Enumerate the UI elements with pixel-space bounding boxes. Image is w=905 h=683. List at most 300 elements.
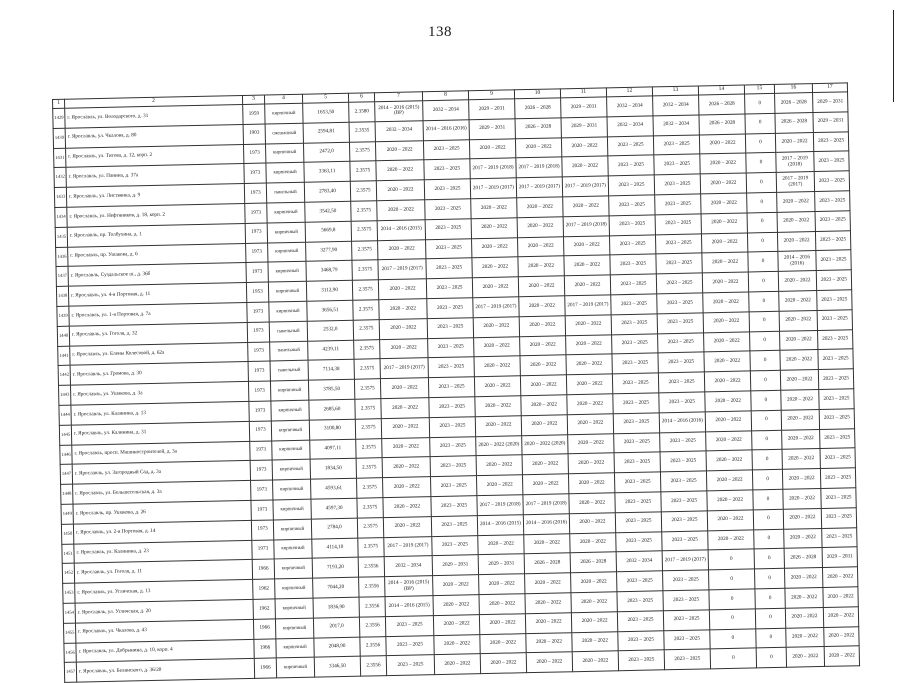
table-cell: 0 bbox=[708, 549, 754, 570]
table-cell: кирпичный bbox=[268, 281, 306, 302]
table-cell: 2020 – 2022 bbox=[703, 292, 749, 313]
table-cell: панельный bbox=[270, 361, 308, 382]
table-cell: 2020 – 2022 bbox=[519, 296, 565, 317]
margin-rule bbox=[893, 10, 894, 102]
table-cell: 2023 – 2025 bbox=[612, 353, 658, 374]
table-cell: 2023 – 2025 bbox=[609, 215, 655, 236]
table-cell: кирпичный bbox=[271, 400, 309, 421]
table-cell: 0 bbox=[754, 529, 784, 549]
table-cell: 2.3575 bbox=[357, 478, 383, 498]
table-cell: 1437 bbox=[56, 267, 68, 287]
table-cell: 3346,50 bbox=[314, 656, 360, 677]
capital-repair-schedule-table bbox=[52, 82, 860, 683]
table-cell: 2023 – 2025 bbox=[653, 135, 699, 156]
table-cell: 2026 – 2028 bbox=[570, 552, 616, 573]
table-cell: 1973 bbox=[245, 223, 267, 243]
table-cell: 2020 – 2022 bbox=[707, 490, 753, 511]
table-cell: кирпичный bbox=[270, 380, 308, 401]
table-cell: 2020 – 2022 bbox=[474, 336, 520, 357]
table-cell: 2020 – 2022 bbox=[469, 138, 515, 159]
table-cell: 2023 – 2025 bbox=[386, 655, 434, 676]
table-cell: 2023 – 2025 bbox=[385, 615, 433, 636]
table-cell: 4593,61 bbox=[311, 478, 357, 499]
table-cell: кирпичный bbox=[268, 242, 306, 263]
table-cell: 2020 – 2022 bbox=[823, 606, 858, 627]
table-cell: 1959 bbox=[243, 104, 265, 124]
table-cell: 2023 – 2025 bbox=[426, 258, 472, 279]
column-header: 7 bbox=[374, 92, 422, 102]
table-cell: 0 bbox=[746, 173, 776, 193]
table-cell: 2020 – 2022 bbox=[571, 592, 617, 613]
table-cell: 2017 – 2019 (2017) bbox=[380, 358, 428, 379]
table-cell: 2023 – 2025 bbox=[655, 234, 701, 255]
table-cell: 2020 – 2022 bbox=[568, 473, 614, 494]
table-cell: 2023 – 2025 bbox=[815, 191, 850, 212]
table-cell: 2023 – 2025 bbox=[609, 195, 655, 216]
table-cell: 0 bbox=[709, 589, 755, 610]
table-cell: 2023 – 2025 bbox=[610, 274, 656, 295]
table-cell: 2020 – 2022 bbox=[563, 235, 609, 256]
table-cell: 2.3575 bbox=[356, 458, 382, 478]
table-cell: 2020 – 2022 bbox=[705, 411, 751, 432]
table-cell: 0 bbox=[750, 370, 780, 390]
table-cell: 1447 bbox=[60, 465, 72, 485]
table-cell: 2023 – 2025 bbox=[663, 570, 709, 591]
table-cell: 2020 – 2022 bbox=[564, 275, 610, 296]
table-cell: 2023 – 2025 bbox=[662, 530, 708, 551]
table-cell: г. Ярославль, пр. Ушакова, д. 26 bbox=[73, 500, 251, 524]
table-cell: 2020 – 2022 bbox=[478, 534, 524, 555]
table-cell: 2020 – 2022 bbox=[517, 197, 563, 218]
table-cell: 2020 – 2022 bbox=[515, 137, 561, 158]
table-cell: 2020 – 2022 bbox=[780, 330, 818, 351]
table-cell: 2023 – 2025 bbox=[613, 393, 659, 414]
table-cell: 2020 – 2022 bbox=[702, 272, 748, 293]
table-cell: кирпичный bbox=[273, 499, 311, 520]
table-cell: 1443 bbox=[59, 385, 71, 405]
table-cell: 0 bbox=[709, 609, 755, 630]
table-cell: панельный bbox=[270, 341, 308, 362]
table-cell: 2032 – 2034 bbox=[607, 96, 653, 117]
table-cell: 2023 – 2025 bbox=[818, 329, 853, 350]
table-cell: 2023 – 2025 bbox=[611, 294, 657, 315]
column-header: 2 bbox=[65, 96, 243, 109]
table-cell: 2023 – 2025 bbox=[610, 254, 656, 275]
table-cell: 2029 – 2031 bbox=[469, 99, 515, 120]
table-cell: 1973 bbox=[247, 322, 269, 342]
table-cell: кирпичный bbox=[274, 558, 312, 579]
table-cell: 1973 bbox=[244, 183, 266, 203]
table-cell: 2020 – 2022 bbox=[434, 654, 480, 675]
table-cell: 2020 – 2022 bbox=[475, 415, 521, 436]
table-cell: 2.3575 bbox=[350, 161, 376, 181]
table-cell: 2023 – 2025 bbox=[817, 290, 852, 311]
table-cell: 2048,90 bbox=[314, 637, 360, 658]
table-cell: 2020 – 2022 bbox=[567, 414, 613, 435]
table-cell: 2029 – 2031 bbox=[432, 555, 478, 576]
table-cell: 2023 – 2025 bbox=[820, 428, 855, 449]
table-cell: 2020 – 2022 bbox=[520, 375, 566, 396]
table-cell: 0 bbox=[755, 608, 785, 628]
table-cell: 2020 – 2022 bbox=[780, 350, 818, 371]
table-cell: 1962 bbox=[253, 579, 275, 599]
table-cell: 0 bbox=[752, 450, 782, 470]
table-cell: 2032 – 2034 bbox=[653, 95, 699, 116]
table-cell: 2032 – 2034 bbox=[423, 100, 469, 121]
table-cell: 2029 – 2031 bbox=[813, 92, 848, 113]
table-cell: 0 bbox=[753, 489, 783, 509]
table-cell: 2023 – 2025 bbox=[664, 649, 710, 670]
table-cell: 2023 – 2025 bbox=[663, 590, 709, 611]
table-cell: 2020 – 2022 bbox=[571, 611, 617, 632]
table-cell: 2023 – 2025 bbox=[816, 250, 851, 271]
column-header: 12 bbox=[606, 87, 652, 97]
column-header: 3 bbox=[242, 95, 264, 104]
table-cell: 2020 – 2022 bbox=[564, 255, 610, 276]
table-cell: 2023 – 2025 bbox=[818, 369, 853, 390]
table-cell: 2023 – 2025 bbox=[615, 512, 661, 533]
table-cell: 2020 – 2022 bbox=[701, 193, 747, 214]
table-cell: 2023 – 2025 bbox=[819, 409, 854, 430]
table-cell: г. Ярославль, ул. 1-я Портовая, д. 7а bbox=[69, 302, 247, 326]
table-cell: 0 bbox=[756, 648, 786, 668]
table-cell: 0 bbox=[748, 271, 778, 291]
table-cell: 0 bbox=[745, 113, 775, 133]
table-cell: 2020 – 2022 bbox=[566, 334, 612, 355]
table-cell: 2020 – 2022 bbox=[777, 211, 815, 232]
table-cell: 2020 – 2022 bbox=[568, 453, 614, 474]
table-cell: 2017 – 2019 (2018) bbox=[563, 216, 609, 237]
table-cell: г. Ярославль, ул. Елены Колесовой, д. 62а bbox=[70, 342, 248, 366]
table-cell: 2020 – 2022 bbox=[561, 136, 607, 157]
table-cell: 2020 – 2022 bbox=[701, 233, 747, 254]
table-cell: 2020 – 2022 bbox=[479, 594, 525, 615]
table-cell: 0 bbox=[755, 588, 785, 608]
table-cell: 1442 bbox=[58, 366, 70, 386]
table-cell: 2017 – 2019 (2018) bbox=[776, 152, 814, 173]
table-cell: 4597,30 bbox=[311, 498, 357, 519]
table-cell: кирпичный bbox=[275, 578, 313, 599]
table-cell: 1973 bbox=[246, 243, 268, 263]
table-cell: г. Ярославль, ул. Володарского, д. 31 bbox=[65, 105, 243, 129]
table-cell: 0 bbox=[752, 469, 782, 489]
table-cell: 2020 – 2022 bbox=[475, 396, 521, 417]
table-cell: 1953 bbox=[246, 282, 268, 302]
table-cell: 2023 – 2025 bbox=[655, 214, 701, 235]
table-cell: 2023 – 2025 bbox=[425, 219, 471, 240]
table-cell: 2020 – 2022 bbox=[778, 271, 816, 292]
table-cell: 2020 – 2022 bbox=[701, 213, 747, 234]
table-cell: 2023 – 2025 bbox=[608, 175, 654, 196]
table-cell: 2.3575 bbox=[354, 379, 380, 399]
table-cell: 2014 – 2016 (2015) bbox=[385, 596, 433, 617]
table-cell: 2023 – 2025 bbox=[658, 372, 704, 393]
table-cell: 2020 – 2022 bbox=[775, 132, 813, 153]
table-cell: 2.3556 bbox=[358, 557, 384, 577]
table-cell: кирпичный bbox=[275, 618, 313, 639]
table-cell: г. Ярославль, ул. Загородный Сад, д. 3а bbox=[72, 461, 250, 485]
table-cell: 2020 – 2022 bbox=[521, 415, 567, 436]
table-cell: 2023 – 2025 bbox=[614, 452, 660, 473]
table-cell: кирпичный bbox=[265, 143, 303, 164]
table-cell: 2020 – 2022 bbox=[699, 134, 745, 155]
table-cell: 1440 bbox=[57, 326, 69, 346]
table-cell: 2020 – 2022 bbox=[379, 299, 427, 320]
table-cell: г. Ярославль, ул. Нефтяников, д. 18, корп. 2 bbox=[67, 203, 245, 227]
table-cell: г. Ярославль, ул. Листвянка, д. 9 bbox=[66, 184, 244, 208]
table-cell: 1966 bbox=[254, 638, 276, 658]
table-cell: 2020 – 2022 bbox=[569, 513, 615, 534]
table-cell: 1962 bbox=[253, 599, 275, 619]
column-header: 11 bbox=[560, 88, 606, 98]
table-cell: 2020 – 2022 bbox=[568, 433, 614, 454]
table-cell: 2029 – 2031 bbox=[561, 97, 607, 118]
table-cell: 2023 – 2025 bbox=[425, 199, 471, 220]
table-cell: 2020 – 2022 bbox=[479, 574, 525, 595]
table-cell: г. Ярославль, ул. Угличская, д. 20 bbox=[75, 599, 253, 623]
table-cell: 2020 – 2022 bbox=[471, 218, 517, 239]
table-cell: 1450 bbox=[61, 524, 73, 544]
table-cell: 2020 – 2022 bbox=[570, 532, 616, 553]
table-cell: кирпичный bbox=[269, 301, 307, 322]
table-cell: 2020 – 2022 bbox=[382, 437, 430, 458]
table-cell: 7044,20 bbox=[313, 577, 359, 598]
table-cell: 2020 – 2022 bbox=[783, 508, 821, 529]
table-cell: 2020 – 2022 bbox=[379, 318, 427, 339]
table-cell: 2020 – 2022 bbox=[784, 528, 822, 549]
table-cell: 2017 – 2019 (2018) bbox=[470, 158, 516, 179]
table-cell: 2029 – 2031 bbox=[469, 119, 515, 140]
table-cell: 1653,50 bbox=[303, 102, 349, 123]
table-cell: г. Ярославль, ул. Гоголя, д. 11 bbox=[74, 560, 252, 584]
table-cell: 2020 – 2022 bbox=[433, 595, 479, 616]
table-cell: 1973 bbox=[243, 144, 265, 164]
table-cell: 2020 – 2022 bbox=[474, 376, 520, 397]
table-cell: 1973 bbox=[252, 539, 274, 559]
table-cell: 1457 bbox=[64, 662, 76, 682]
column-header: 13 bbox=[652, 86, 698, 96]
table-cell: 3112,90 bbox=[306, 280, 352, 301]
table-cell: 2017 – 2019 (2018) bbox=[523, 494, 569, 515]
table-cell: 2014 – 2016 (2016) bbox=[523, 513, 569, 534]
table-cell: 2023 – 2025 bbox=[658, 352, 704, 373]
table-cell: 1973 bbox=[244, 163, 266, 183]
table-cell: 3277,90 bbox=[306, 241, 352, 262]
data-sheet bbox=[52, 82, 858, 675]
table-cell: г. Ярославль, ул. Угличская, д. 13 bbox=[75, 580, 253, 604]
table-cell: 2023 – 2025 bbox=[660, 451, 706, 472]
table-cell: 1973 bbox=[251, 480, 273, 500]
table-cell: 2023 – 2025 bbox=[655, 194, 701, 215]
table-cell: 2032 – 2034 bbox=[375, 121, 423, 142]
table-cell: 2032 – 2034 bbox=[616, 551, 662, 572]
table-cell: 2026 – 2028 bbox=[699, 94, 745, 115]
table-cell: 7114,38 bbox=[308, 360, 354, 381]
table-cell: 2023 – 2025 bbox=[661, 511, 707, 532]
table-cell: г. Ярославль, ул. Панина, д. 37а bbox=[66, 164, 244, 188]
table-cell: 2023 – 2025 bbox=[427, 298, 473, 319]
table-cell: 1973 bbox=[247, 302, 269, 322]
table-cell: 0 bbox=[747, 232, 777, 252]
table-cell: 2020 – 2022 bbox=[472, 237, 518, 258]
table-cell: 0 bbox=[753, 509, 783, 529]
table-cell: 1836,90 bbox=[313, 597, 359, 618]
table-cell: 1431 bbox=[54, 148, 66, 168]
table-cell: 2020 – 2022 bbox=[704, 332, 750, 353]
table-cell: 2020 – 2022 bbox=[786, 627, 824, 648]
table-cell: 2020 – 2022 bbox=[381, 398, 429, 419]
table-cell: 1973 bbox=[251, 500, 273, 520]
table-cell: 2023 – 2025 bbox=[427, 317, 473, 338]
table-cell: 2020 – 2022 (2020) bbox=[522, 434, 568, 455]
table-cell: 2020 – 2022 bbox=[706, 430, 752, 451]
table-cell: 2032 – 2034 bbox=[653, 115, 699, 136]
table-cell: 4097,11 bbox=[310, 439, 356, 460]
table-cell: 2020 – 2022 bbox=[700, 153, 746, 174]
table-cell: 0 bbox=[710, 648, 756, 669]
table-cell: 2020 – 2022 bbox=[786, 647, 824, 668]
table-cell: 2020 – 2022 bbox=[572, 651, 618, 672]
table-cell: 0 bbox=[748, 252, 778, 272]
table-cell: кирпичный bbox=[273, 479, 311, 500]
table-cell: 2020 – 2022 bbox=[569, 493, 615, 514]
table-cell: 2020 – 2022 bbox=[704, 371, 750, 392]
table-cell: 2.3556 bbox=[359, 577, 385, 597]
table-cell: 1454 bbox=[63, 603, 75, 623]
table-cell: 2023 – 2025 bbox=[816, 270, 851, 291]
table-cell: 2.3575 bbox=[351, 220, 377, 240]
table-cell: 2020 – 2022 bbox=[822, 567, 857, 588]
table-cell: 2020 – 2022 bbox=[565, 315, 611, 336]
table-cell: 2023 – 2025 bbox=[660, 431, 706, 452]
table-cell: панельный bbox=[269, 321, 307, 342]
table-cell: 2023 – 2025 bbox=[820, 448, 855, 469]
table-cell: 0 bbox=[756, 628, 786, 648]
table-cell: г. Ярославль, ул. Громова, д. 30 bbox=[70, 362, 248, 386]
table-cell: 1966 bbox=[254, 658, 276, 678]
table-cell: 2020 – 2022 bbox=[376, 180, 424, 201]
table-cell: 2.3556 bbox=[360, 656, 386, 676]
table-cell: 2023 – 2025 bbox=[608, 155, 654, 176]
table-cell: 2026 – 2028 bbox=[775, 112, 813, 133]
table-cell: 2.3575 bbox=[354, 339, 380, 359]
table-cell: 0 bbox=[751, 410, 781, 430]
table-cell: 3363,11 bbox=[304, 162, 350, 183]
table-cell: 2685,60 bbox=[309, 399, 355, 420]
table-cell: 2017 – 2019 (2017) bbox=[516, 177, 562, 198]
table-cell: 2023 – 2025 bbox=[820, 468, 855, 489]
table-cell: г. Ярославль, ул. 2-я Портовая, д. 14 bbox=[73, 520, 251, 544]
table-cell: 1966 bbox=[253, 619, 275, 639]
table-cell: кирпичный bbox=[268, 262, 306, 283]
table-cell: г. Ярославль, ул. Чкалова, д. 43 bbox=[75, 619, 253, 643]
table-cell: 2023 – 2025 bbox=[656, 253, 702, 274]
page-number: 138 bbox=[428, 24, 452, 40]
table-cell: кирпичный bbox=[272, 440, 310, 461]
table-cell: 2020 – 2022 bbox=[824, 646, 859, 667]
table-cell: 2.3575 bbox=[357, 517, 383, 537]
table-cell: 1451 bbox=[62, 544, 74, 564]
table-cell: 1455 bbox=[63, 623, 75, 643]
table-cell: 2023 – 2025 bbox=[617, 571, 663, 592]
table-cell: 2020 – 2022 bbox=[784, 568, 822, 589]
table-cell: 2023 – 2025 bbox=[660, 471, 706, 492]
column-header: 16 bbox=[774, 84, 812, 94]
table-cell: 2020 – 2022 bbox=[525, 573, 571, 594]
table-cell: 2020 – 2022 bbox=[520, 335, 566, 356]
table-cell: 2020 – 2022 bbox=[378, 239, 426, 260]
table-cell: 2026 – 2028 bbox=[515, 118, 561, 139]
table-cell: 2023 – 2025 bbox=[814, 151, 849, 172]
table-cell: г. Ярославль, ул. Белинского, д. 36/20 bbox=[76, 659, 254, 683]
table-cell: 2020 – 2022 bbox=[376, 160, 424, 181]
table-cell: 2014 – 2016 (2015) (ВР) bbox=[375, 101, 423, 122]
table-cell: 2020 – 2022 bbox=[566, 374, 612, 395]
table-cell: 2023 – 2025 bbox=[663, 610, 709, 631]
table-cell: 2020 – 2022 bbox=[474, 356, 520, 377]
table-cell: 2020 – 2022 bbox=[434, 634, 480, 655]
table-cell: 1973 bbox=[250, 441, 272, 461]
table-cell: г. Ярославль, ул. Чкалова, д. 80 bbox=[65, 124, 243, 148]
table-cell: 2014 – 2016 (2016) bbox=[659, 412, 705, 433]
column-header: 14 bbox=[698, 85, 744, 95]
column-header: 9 bbox=[468, 90, 514, 100]
table-cell: 2020 – 2022 bbox=[702, 252, 748, 273]
table-cell: 2020 – 2022 bbox=[779, 290, 817, 311]
table-cell: 2020 – 2022 bbox=[521, 395, 567, 416]
table-cell: 2023 – 2025 bbox=[611, 314, 657, 335]
table-cell: 1441 bbox=[58, 346, 70, 366]
table-cell: кирпичный bbox=[267, 222, 305, 243]
table-cell: 2020 – 2022 bbox=[706, 470, 752, 491]
table-cell: 2020 – 2022 bbox=[563, 196, 609, 217]
table-cell: 2.3535 bbox=[349, 122, 375, 142]
table-cell: 2023 – 2025 bbox=[654, 154, 700, 175]
table-cell: г. Ярославль, ул. Калинина, д. 31 bbox=[71, 421, 249, 445]
column-header: 15 bbox=[744, 84, 774, 94]
table-cell: 1433 bbox=[54, 187, 66, 207]
table-cell: 2.3575 bbox=[355, 399, 381, 419]
table-cell: 2017 – 2019 (2017) bbox=[565, 295, 611, 316]
table-cell: 1434 bbox=[55, 207, 67, 227]
table-cell: 2026 – 2028 bbox=[515, 98, 561, 119]
table-cell: 2023 – 2025 bbox=[657, 313, 703, 334]
table-cell: 2023 – 2025 bbox=[609, 234, 655, 255]
table-cell: 2020 – 2022 bbox=[519, 316, 565, 337]
table-cell: 2017 – 2019 (2017) bbox=[562, 176, 608, 197]
table-cell: 2023 – 2025 bbox=[661, 491, 707, 512]
table-cell: 1436 bbox=[56, 247, 68, 267]
table-cell: 0 bbox=[749, 291, 779, 311]
table-cell: 2020 – 2022 bbox=[707, 510, 753, 531]
table-cell: 2023 – 2025 bbox=[618, 650, 664, 671]
table-cell: 2014 – 2016 (2016) bbox=[778, 251, 816, 272]
table-cell: 2.3575 bbox=[358, 537, 384, 557]
table-cell: 2020 – 2022 bbox=[782, 469, 820, 490]
table-cell: 2020 – 2022 bbox=[706, 450, 752, 471]
table-cell: 2014 – 2016 (2015) bbox=[477, 514, 523, 535]
table-cell: 2026 – 2028 bbox=[775, 93, 813, 114]
table-cell: 2023 – 2025 bbox=[616, 531, 662, 552]
table-cell: 2.3575 bbox=[354, 359, 380, 379]
table-cell: г. Ярославль, просп. Машиностроителей, д. 3а bbox=[72, 441, 250, 465]
table-cell: 1430 bbox=[53, 128, 65, 148]
table-cell: 0 bbox=[752, 430, 782, 450]
table-cell: 2.3556 bbox=[360, 636, 386, 656]
table-cell: 2023 – 2025 bbox=[423, 139, 469, 160]
table-cell: 1903 bbox=[243, 124, 265, 144]
table-cell: г. Ярославль, Суздальское ш., д. 36б bbox=[68, 263, 246, 287]
